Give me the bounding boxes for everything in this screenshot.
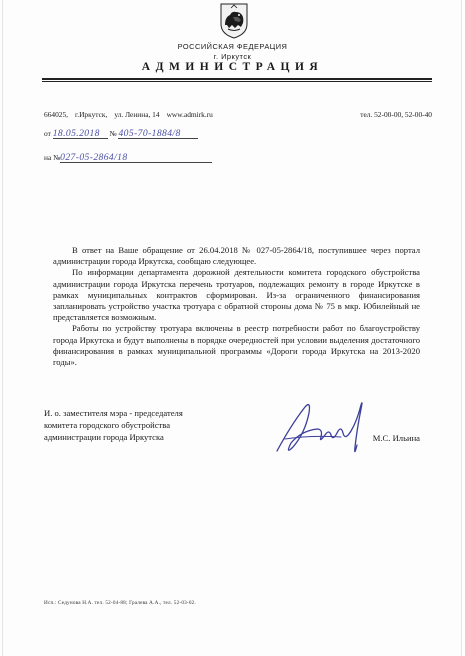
from-prefix: от (44, 129, 51, 138)
outgoing-reference (44, 129, 198, 139)
body-paragraph: Работы по устройству тротуара включены в реестр потребности работ по благоустройству города Иркутска и будут выполнены в порядке очередностей при условии выделения достаточного финансирования в рамках муниципальной программы «Дороги города Иркутска на 2013-2020 годы». (53, 323, 420, 368)
incoming-number: 027-05-2864/18 (60, 153, 212, 163)
scan-edge-right (461, 0, 462, 656)
executor-footer: Исп.: Седунова Н.А. тел. 52-04-88; Гралева А.А., тел. 52-03-02. (44, 600, 196, 606)
signatory-name: М.С. Ильина (372, 433, 420, 443)
header-rule-thin (42, 81, 432, 82)
website-link[interactable]: www.admirk.ru (166, 110, 213, 119)
position-line: администрации города Иркутска (44, 431, 164, 442)
postal-code: 664025, (44, 110, 69, 119)
position-line: И. о. заместителя мэра - председателя (44, 408, 183, 418)
body-paragraph: По информации департамента дорожной деятельности комитета городского обустройства администрации города Иркутска перечень тротуаров, подлежащих ремонту в городе Иркутске в рамках муниципальных контрактов сформирован. Из-за ограниченного финансирования запланировать устройство участка тротуара с обратной стороны дома № 75 в мкр. Юбилейный не представляется возможным. (53, 267, 420, 323)
address-line (44, 110, 220, 119)
header-rule-thick (42, 78, 432, 80)
outgoing-number: 405-70-1884/8 (118, 129, 198, 139)
phones: тел. 52-00-00, 52-00-40 (360, 110, 432, 119)
letter-body (53, 245, 420, 368)
scan-edge-left (2, 0, 3, 656)
outgoing-date: 18.05.2018 (53, 129, 108, 139)
handwritten-signature-icon (271, 395, 379, 461)
signatory-position (44, 408, 183, 443)
body-paragraph: В ответ на Ваше обращение от 26.04.2018 № 027-05-2864/18, поступившее через портал администрации города Иркутска, сообщаю следующее. (53, 245, 420, 267)
position-line: комитета городского обустройства (44, 419, 171, 430)
number-sign: № (109, 129, 117, 138)
address-city: г.Иркутск, (75, 110, 108, 119)
address-street: ул. Ленина, 14 (114, 110, 160, 119)
incoming-reference (44, 153, 212, 163)
header-country: РОССИЙСКАЯ ФЕДЕРАЦИЯ (177, 42, 288, 51)
irkutsk-coat-of-arms-icon (219, 3, 249, 39)
header-city: г. Иркутск (213, 52, 252, 61)
header-organization: АДМИНИСТРАЦИЯ (141, 61, 324, 73)
to-prefix: на № (44, 153, 61, 162)
